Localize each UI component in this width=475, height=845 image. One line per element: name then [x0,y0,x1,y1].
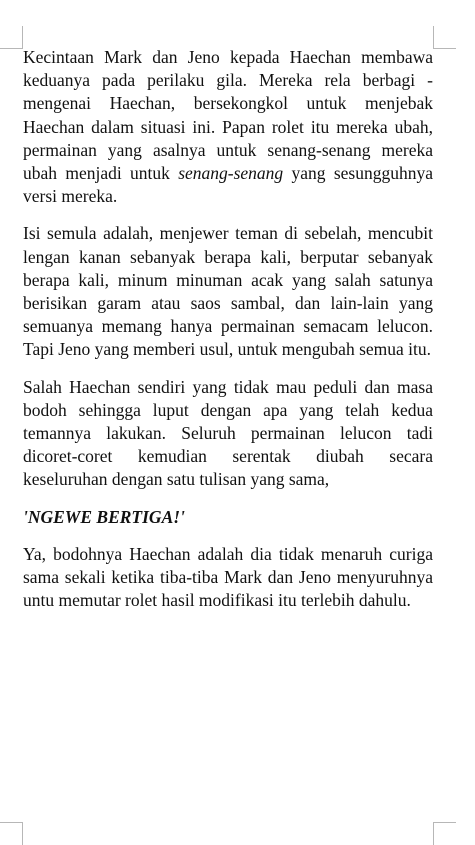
paragraph-1-italic: senang-senang [178,163,284,184]
document-body [23,46,433,626]
crop-mark-top-left [0,26,23,49]
paragraph-1-text: Kecintaan Mark dan Jeno kepada Haechan membawa keduanya pada perilaku gila. Mereka rela berbagi -mengenai Haechan, bersekongkol untuk menjebak Haechan dalam situasi ini. Papan rolet itu mereka ubah, permainan yang asalnya untuk senang-senang mereka ubah menjadi untuk [23,47,433,184]
paragraph-2: Isi semula adalah, menjewer teman di sebelah, mencubit lengan kanan sebanyak berapa kali, berputar sebanyak berapa kali, minum minuman acak yang salah satunya berisikan garam atau saos sambal, dan lain-lain yang semuanya memang hanya permainan semacam lelucon. Tapi Jeno yang memberi usul, untuk mengubah semua itu. [23,223,433,360]
paragraph-1 [23,46,433,208]
paragraph-4-exclamation: 'NGEWE BERTIGA!' [23,506,185,527]
paragraph-3: Salah Haechan sendiri yang tidak mau peduli dan masa bodoh sehingga luput dengan apa yang telah kedua temannya lakukan. Seluruh permainan lelucon tadi dicoret-coret kemudian serentak diubah secara keseluruhan dengan satu tulisan yang sama, [23,376,433,490]
crop-mark-bottom-right [433,822,456,845]
crop-mark-bottom-left [0,822,23,845]
paragraph-1-text-end: yang sesungguhnya versi mereka. [23,163,433,207]
paragraph-5: Ya, bodohnya Haechan adalah dia tidak menaruh curiga sama sekali ketika tiba-tiba Mark dan Jeno menyuruhnya untu memutar rolet hasil modifikasi itu terlebih dahulu. [23,543,433,611]
crop-mark-top-right [433,26,456,49]
